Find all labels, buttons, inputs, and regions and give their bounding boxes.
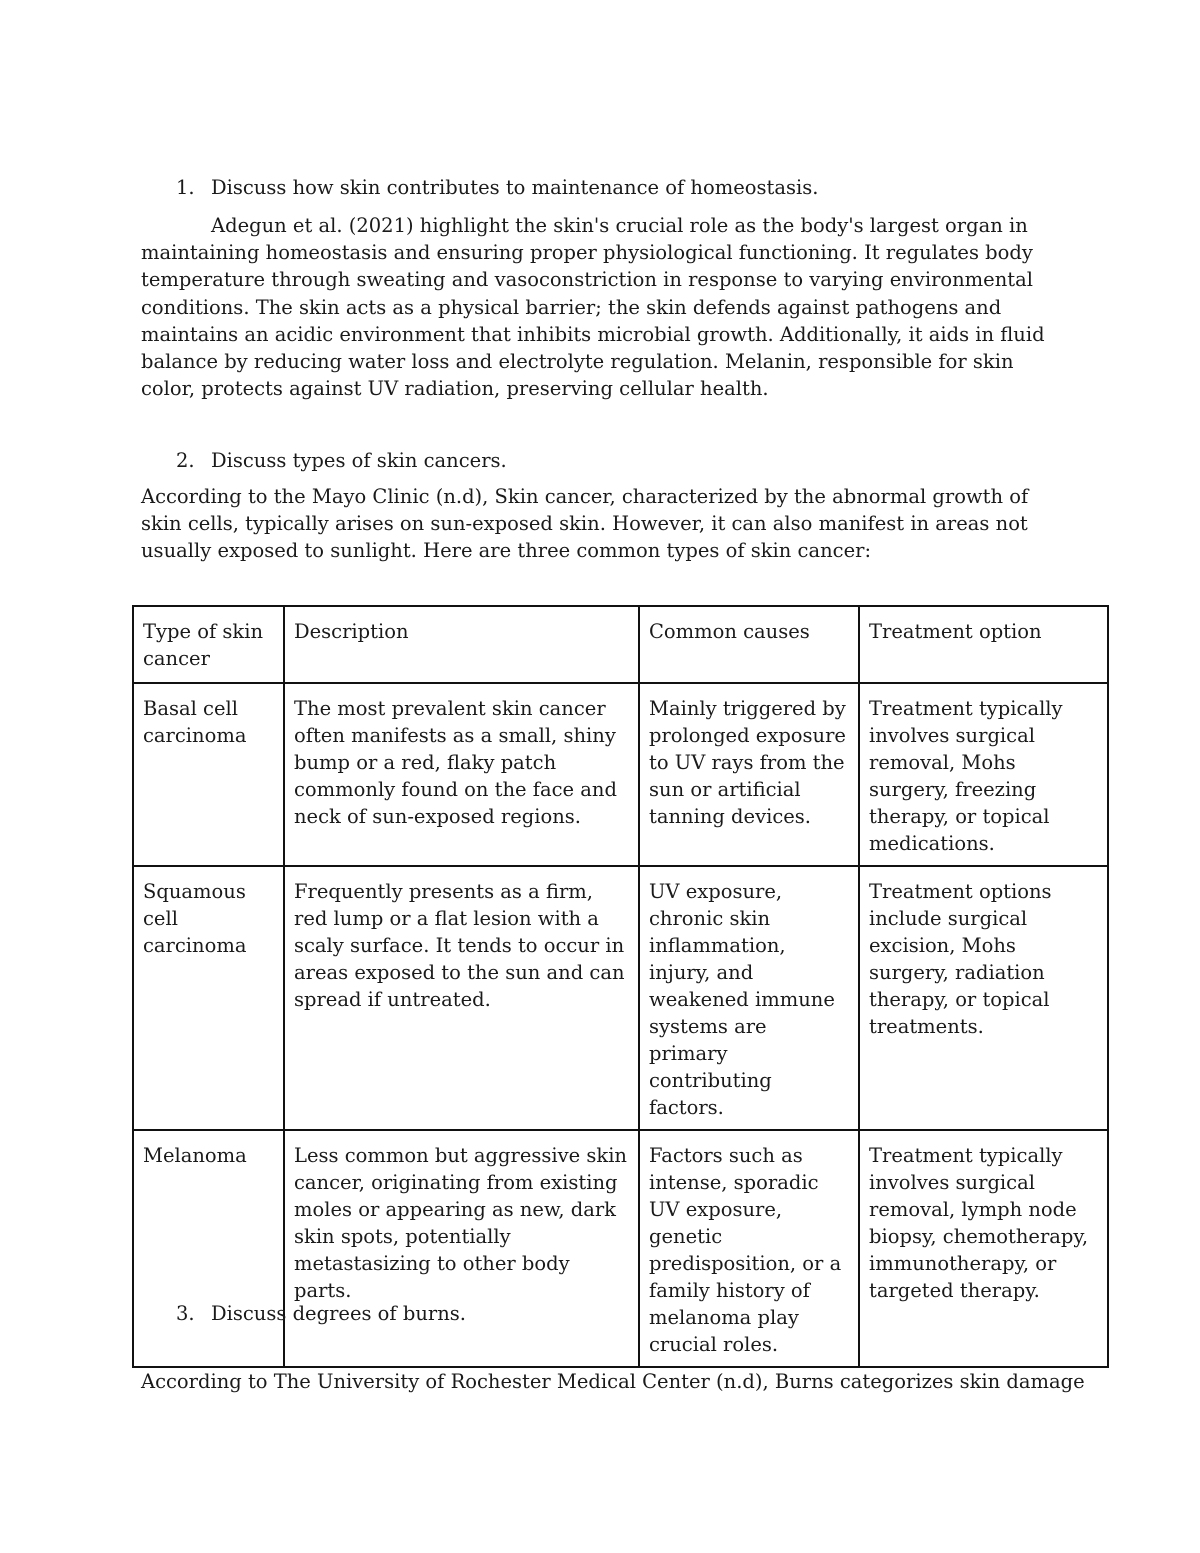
header-causes: Common causes <box>639 606 859 683</box>
table-row <box>133 683 1108 866</box>
cell-description: The most prevalent skin cancer often manifests as a small, shiny bump or a red, flaky patch commonly found on the face and neck of sun-exposed regions. <box>284 683 639 866</box>
cell-treatment: Treatment typically involves surgical removal, lymph node biopsy, chemotherapy, immunotherapy, or targeted therapy. <box>859 1130 1108 1367</box>
skin-cancer-table <box>132 605 1109 1368</box>
question-2-number: 2. <box>176 449 195 472</box>
table-row <box>133 1130 1108 1367</box>
cell-type: Squamous cell carcinoma <box>133 866 284 1130</box>
cell-description: Less common but aggressive skin cancer, originating from existing moles or appearing as new, dark skin spots, potentially metastasizing to other body parts. <box>284 1130 639 1367</box>
cell-description: Frequently presents as a firm, red lump or a flat lesion with a scaly surface. It tends to occur in areas exposed to the sun and can spread if untreated. <box>284 866 639 1130</box>
header-treatment: Treatment option <box>859 606 1108 683</box>
cell-type: Melanoma <box>133 1130 284 1367</box>
skin-cancer-intro: According to the Mayo Clinic (n.d), Skin cancer, characterized by the abnormal growth of skin cells, typically arises on sun-exposed skin. However, it can also manifest in areas not usually exposed to sunlight. Here are three common types of skin cancer: <box>141 485 1029 563</box>
question-3-text: Discuss degrees of burns. <box>211 1302 466 1325</box>
table-header-row <box>133 606 1108 683</box>
question-3-number: 3. <box>176 1302 195 1325</box>
cell-causes: UV exposure, chronic skin inflammation, injury, and weakened immune systems are primary contributing factors. <box>639 866 859 1130</box>
cell-type: Basal cell carcinoma <box>133 683 284 866</box>
cell-treatment: Treatment options include surgical excision, Mohs surgery, radiation therapy, or topical treatments. <box>859 866 1108 1130</box>
table-row <box>133 866 1108 1130</box>
cell-treatment: Treatment typically involves surgical removal, Mohs surgery, freezing therapy, or topical medications. <box>859 683 1108 866</box>
cell-causes: Mainly triggered by prolonged exposure to UV rays from the sun or artificial tanning devices. <box>639 683 859 866</box>
cell-causes: Factors such as intense, sporadic UV exposure, genetic predisposition, or a family history of melanoma play crucial roles. <box>639 1130 859 1367</box>
header-type: Type of skin cancer <box>133 606 284 683</box>
homeostasis-answer: Adegun et al. (2021) highlight the skin's crucial role as the body's largest organ in maintaining homeostasis and ensuring proper physiological functioning. It regulates body temperature through sweating and vasoconstriction in response to varying environmental conditions. The skin acts as a physical barrier; the skin defends against pathogens and maintains an acidic environment that inhibits microbial growth. Additionally, it aids in fluid balance by reducing water loss and electrolyte regulation. Melanin, responsible for skin color, protects against UV radiation, preserving cellular health. <box>141 214 1045 401</box>
header-description: Description <box>284 606 639 683</box>
burns-intro: According to The University of Rochester Medical Center (n.d), Burns categorizes skin damage <box>141 1370 1085 1393</box>
question-2-text: Discuss types of skin cancers. <box>211 449 507 472</box>
question-1-number: 1. <box>176 176 195 199</box>
question-1-text: Discuss how skin contributes to maintenance of homeostasis. <box>211 176 819 199</box>
